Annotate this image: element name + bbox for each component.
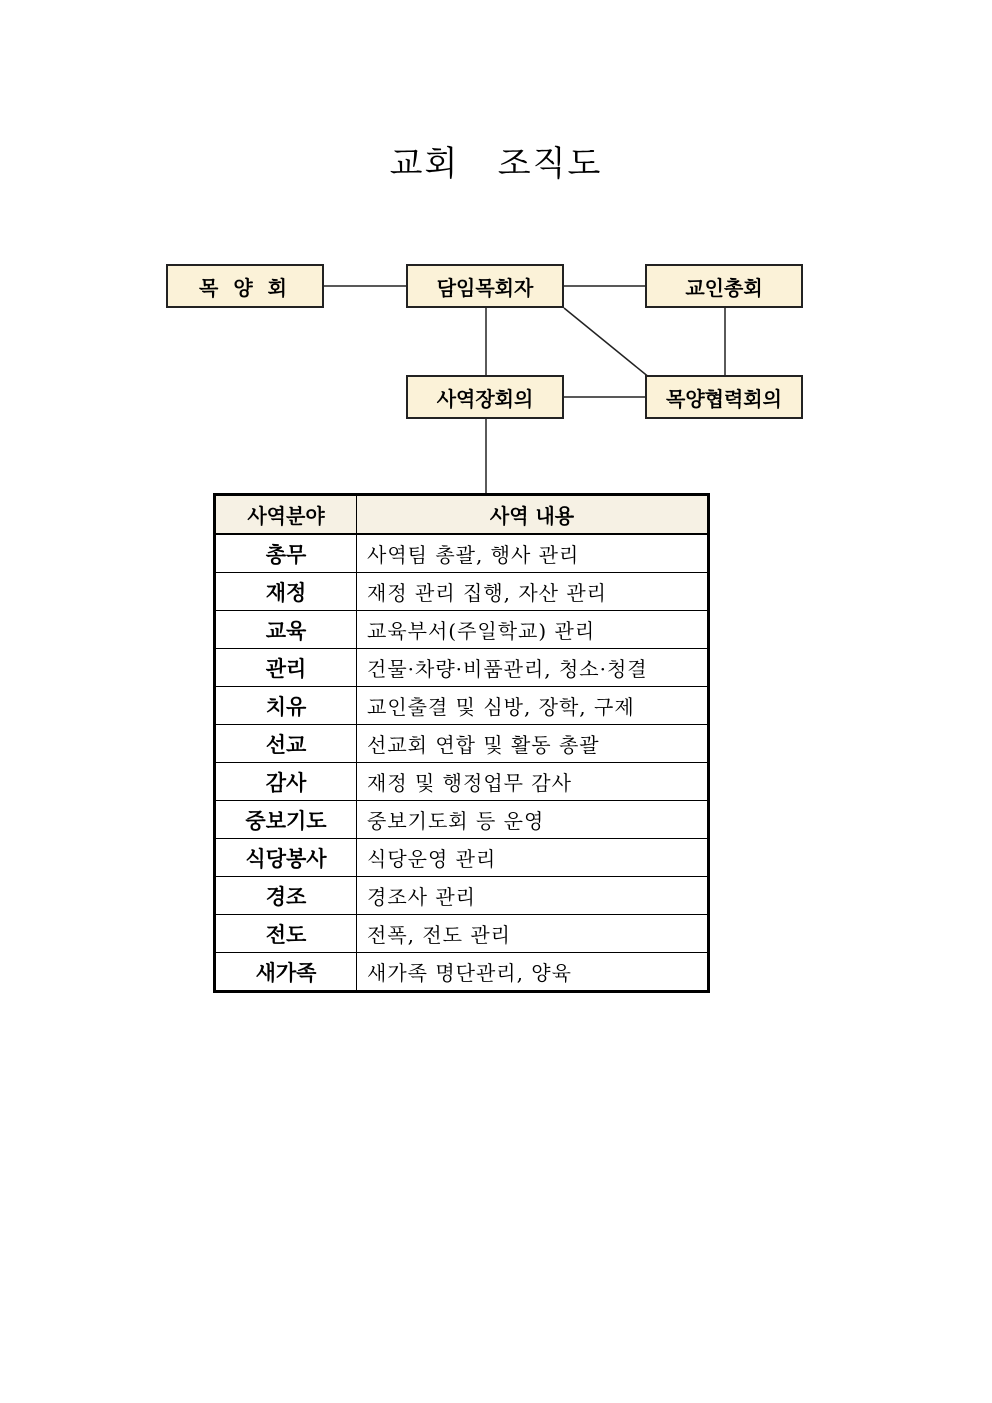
- content-cell: 사역팀 총괄, 행사 관리: [357, 534, 709, 573]
- field-cell: 교육: [215, 611, 357, 649]
- table-header-row: [215, 495, 709, 535]
- content-cell: 건물·차량·비품관리, 청소·청결: [357, 649, 709, 687]
- field-cell: 중보기도: [215, 801, 357, 839]
- content-cell: 중보기도회 등 운영: [357, 801, 709, 839]
- page-title: 교회 조직도: [389, 144, 603, 184]
- connector-pastor-coop: [564, 308, 650, 378]
- table-row: [215, 877, 709, 915]
- field-cell: 새가족: [215, 953, 357, 992]
- table-row: [215, 725, 709, 763]
- field-cell: 경조: [215, 877, 357, 915]
- field-cell: 총무: [215, 534, 357, 573]
- leaders-meeting-box: 사역장회의: [406, 375, 564, 419]
- table-row: [215, 534, 709, 573]
- content-cell: 교육부서(주일학교) 관리: [357, 611, 709, 649]
- ministry-table: [213, 493, 710, 993]
- header-field: 사역분야: [215, 495, 357, 535]
- header-content: 사역 내용: [357, 495, 709, 535]
- content-cell: 재정 및 행정업무 감사: [357, 763, 709, 801]
- field-cell: 전도: [215, 915, 357, 953]
- content-cell: 재정 관리 집행, 자산 관리: [357, 573, 709, 611]
- table-row: [215, 915, 709, 953]
- field-cell: 식당봉사: [215, 839, 357, 877]
- table-row: [215, 801, 709, 839]
- coop-meeting-box: 목양협력회의: [645, 375, 803, 419]
- pastor-box: 담임목회자: [406, 264, 564, 308]
- table-row: [215, 687, 709, 725]
- table-row: [215, 611, 709, 649]
- content-cell: 경조사 관리: [357, 877, 709, 915]
- content-cell: 식당운영 관리: [357, 839, 709, 877]
- session-box: 목 양 회: [166, 264, 324, 308]
- field-cell: 재정: [215, 573, 357, 611]
- table-row: [215, 839, 709, 877]
- table-row: [215, 573, 709, 611]
- content-cell: 교인출결 및 심방, 장학, 구제: [357, 687, 709, 725]
- field-cell: 관리: [215, 649, 357, 687]
- table-row: [215, 953, 709, 992]
- table-row: [215, 763, 709, 801]
- content-cell: 전폭, 전도 관리: [357, 915, 709, 953]
- field-cell: 선교: [215, 725, 357, 763]
- field-cell: 감사: [215, 763, 357, 801]
- assembly-box: 교인총회: [645, 264, 803, 308]
- table-row: [215, 649, 709, 687]
- content-cell: 새가족 명단관리, 양육: [357, 953, 709, 992]
- field-cell: 치유: [215, 687, 357, 725]
- content-cell: 선교회 연합 및 활동 총괄: [357, 725, 709, 763]
